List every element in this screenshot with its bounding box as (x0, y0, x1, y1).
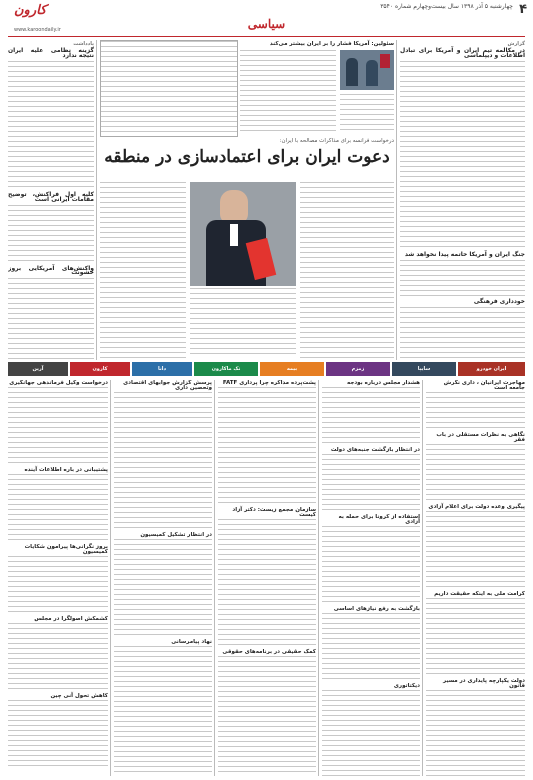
col1-title-4: کرامت ملی به اینکه حقیقت داریم (434, 590, 525, 597)
col5-title-1: درخواست وکیل فرماندهی جهانگیری (9, 380, 108, 386)
bottom-column-3 (218, 380, 316, 776)
col2-title-1: هشدار مجلس درباره بودجه (347, 380, 420, 386)
col1-title-5: دولت یکپارچه پایداری در مسیر قانون (443, 677, 525, 689)
col4-title-2: در انتظار تشکیل کمیسیون (140, 531, 212, 538)
right-side-title-2: خودداری فرهنگی (473, 297, 525, 305)
left-kicker: یادداشت (73, 41, 94, 47)
bottom-column-5 (8, 380, 108, 776)
right-kicker: گزارش (507, 41, 525, 47)
col2-body-5 (322, 690, 420, 776)
ad-3[interactable]: دانا (132, 362, 192, 376)
ad-6[interactable]: زمزم (326, 362, 390, 376)
page-number: ۴ (519, 2, 527, 17)
lead-body-col-2 (190, 288, 296, 358)
col5-body-5 (8, 700, 108, 770)
left-body-2 (8, 205, 94, 265)
left-column (8, 40, 94, 360)
divider (318, 380, 319, 776)
bottom-column-4 (114, 380, 212, 776)
lead-body-col-1 (300, 182, 394, 358)
left-title-2: کلیه اول فراکنش، توضیح مقامات ایرانی است (8, 190, 94, 203)
section-title: سیاسی (247, 17, 286, 31)
ad-4[interactable]: تک ماکارون (194, 362, 258, 376)
website-url: www.karoondaily.ir (14, 27, 61, 33)
right-column-title: در مکالمه تیم ایران و آمریکا برای تبادل اطلاعات و دیپلماسی (400, 46, 525, 59)
brand-logo: کارون (14, 3, 47, 18)
ad-strip (8, 362, 525, 376)
col2-title-4: بازگشت به رفع نیازهای اساسی (333, 605, 420, 612)
upper-story-body-a (240, 50, 336, 132)
col1-title-2: نگاهی به نظرات مستقلی در باب فقر (436, 431, 525, 443)
upper-story-photo (340, 50, 394, 90)
ad-7[interactable]: سایپا (392, 362, 456, 376)
col4-body-3 (114, 646, 212, 776)
left-title-3: واکنش‌های آمریکایی بروز خشونت (8, 264, 94, 277)
col3-title-3: کمک حقیقی در برنامه‌های حقوقی (222, 648, 316, 655)
divider (396, 40, 397, 360)
col5-title-3: بروز نگرانی‌ها پیرامون شکایات کمیسیون (24, 543, 108, 555)
masthead-rule (8, 36, 525, 37)
col2-body-4 (322, 613, 420, 683)
lead-photo (190, 182, 296, 286)
col2-body-2 (322, 454, 420, 514)
right-column (400, 40, 525, 360)
col5-title-4: کشمکش اصولگرا در مجلس (34, 615, 108, 622)
right-side-body-1 (400, 260, 525, 298)
ad-8[interactable]: ایران خودرو (458, 362, 525, 376)
ad-1[interactable]: آرین (8, 362, 68, 376)
col5-body-1 (8, 387, 108, 467)
left-title-1: گزینه نظامی علیه ایران نتیجه ندارد (8, 46, 94, 59)
boxed-story-body (100, 40, 238, 137)
col1-body-4 (426, 598, 525, 678)
col1-body-3 (426, 511, 525, 591)
col2-title-3: استفاده از کرونا برای حمله به آزادی (338, 513, 420, 525)
divider (96, 40, 97, 360)
col3-body-2 (218, 519, 316, 649)
right-side-body-2 (400, 307, 525, 360)
col1-title-3: پیگیری وعده دولت برای اعلام آزادی (428, 503, 525, 510)
col2-body-1 (322, 387, 420, 447)
col4-title-1: پرسش گزارش جوابهای اقتصادی وتحصین داری (123, 380, 212, 391)
upper-story-body-b (340, 94, 394, 132)
col1-title-1: مهاجرت ایرانیان ، داری نگرش جامعه است (443, 380, 525, 391)
col4-body-2 (114, 539, 212, 639)
col5-title-5: کاهش تحول آنی چین (50, 692, 108, 699)
divider (110, 380, 111, 776)
col3-title-2: سازمان مجمع زیست: دکتر آزاد کیست (232, 506, 316, 518)
col1-body-5 (426, 690, 525, 776)
col2-title-2: در انتظار بازگشت جنبه‌های دولت (330, 446, 420, 453)
col3-body-3 (218, 656, 316, 776)
col5-body-2 (8, 474, 108, 544)
issue-line: چهارشنبه ۵ آذر ۱۳۹۸ سال بیست‌وچهارم شماره ۳۵۴۰ (380, 3, 513, 10)
col1-body-2 (426, 444, 525, 504)
bottom-column-1 (426, 380, 525, 776)
lead-kicker: درخواست فرانسه برای مذاکرات مصالحه با ایران: (279, 138, 394, 144)
ad-2[interactable]: کارون (70, 362, 130, 376)
upper-story-title: سئولین: آمریکا فشار را بر ایران بیشتر می‌کند (269, 41, 394, 47)
col5-title-2: پشتیبانی در باره اطلاعات آینده (24, 466, 108, 473)
col5-body-4 (8, 623, 108, 693)
col1-body-1 (426, 392, 525, 432)
col2-title-5: دیکتاتوری (393, 682, 420, 689)
col3-body-1 (218, 387, 316, 507)
divider (214, 380, 215, 776)
left-body-1 (8, 61, 94, 191)
divider (422, 380, 423, 776)
col2-body-3 (322, 526, 420, 606)
ad-5[interactable]: بیمه (260, 362, 324, 376)
lead-headline: دعوت ایران برای اعتمادسازی در منطقه (104, 147, 390, 167)
col3-title-1: پشت‌پرده مذاکره چرا پرداری FATF (222, 380, 316, 386)
lead-body-col-3 (100, 182, 186, 358)
col5-body-3 (8, 556, 108, 616)
left-body-3 (8, 278, 94, 360)
upper-story (240, 40, 394, 135)
lead-headline-block (100, 138, 394, 178)
col4-title-3: نهاد پیامرسانی (171, 638, 212, 645)
right-side-title-1: جنگ ایران و آمریکا خاتمه پیدا نخواهد شد (404, 250, 525, 258)
right-column-body (400, 61, 525, 251)
col4-body-1 (114, 392, 212, 532)
bottom-column-2 (322, 380, 420, 776)
